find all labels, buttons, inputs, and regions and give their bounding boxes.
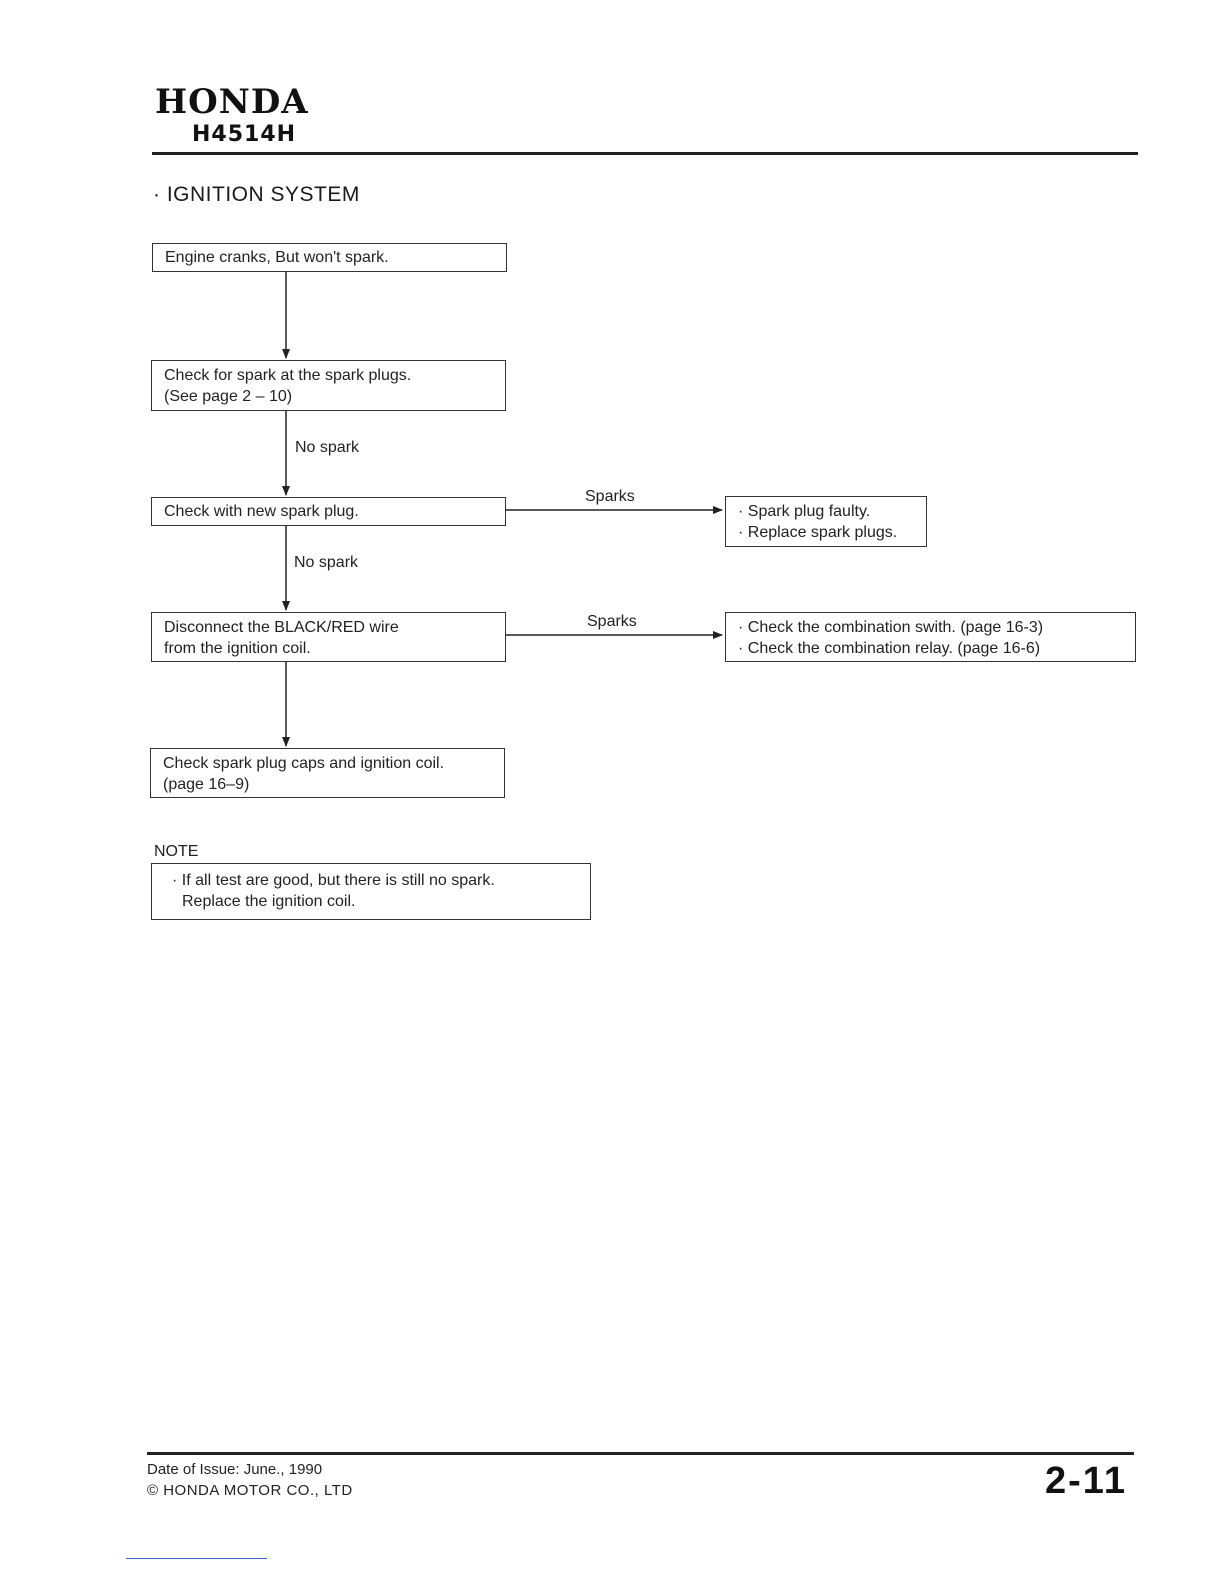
flow-box-start — [152, 243, 507, 272]
flow-text: Check spark plug caps and ignition coil. — [163, 755, 445, 772]
note-text: · If all test are good, but there is still no spark. — [172, 872, 495, 889]
flow-text: · Check the combination swith. (page 16-3) — [738, 619, 1044, 636]
flow-text: · Replace spark plugs. — [738, 524, 898, 541]
flow-text: Check for spark at the spark plugs. — [164, 367, 412, 384]
flow-text: · Spark plug faulty. — [738, 503, 871, 520]
note-box — [151, 863, 591, 920]
note-text: Replace the ignition coil. — [182, 893, 356, 910]
edge-label-sparks: Sparks — [587, 613, 637, 630]
flow-text: Disconnect the BLACK/RED wire — [164, 619, 399, 636]
page-number: 2-11 — [1045, 1460, 1127, 1502]
note-title: NOTE — [154, 843, 199, 860]
scan-artifact-line — [126, 1558, 267, 1559]
flow-box-disconnect-wire — [151, 612, 506, 662]
flow-box-new-plug — [151, 497, 506, 526]
edge-label-no-spark: No spark — [295, 439, 360, 456]
flow-text: Check with new spark plug. — [164, 503, 359, 520]
flow-text: (page 16–9) — [163, 776, 250, 793]
issue-date: Date of Issue: June., 1990 — [147, 1461, 323, 1478]
model-number: H4514H — [192, 122, 297, 147]
section-title: · IGNITION SYSTEM — [153, 183, 360, 206]
flow-box-plug-faulty — [725, 496, 927, 547]
edge-label-no-spark: No spark — [294, 554, 359, 571]
brand-logo: HONDA — [155, 82, 309, 122]
edge-label-sparks: Sparks — [585, 488, 635, 505]
flow-text: (See page 2 – 10) — [164, 388, 293, 405]
flow-box-combination-switch — [725, 612, 1136, 662]
flow-text: from the ignition coil. — [164, 640, 311, 657]
flow-box-check-spark — [151, 360, 506, 411]
flow-text: · Check the combination relay. (page 16-6) — [738, 640, 1041, 657]
footer-rule — [147, 1452, 1134, 1455]
flow-box-check-caps-coil — [150, 748, 505, 798]
copyright: © HONDA MOTOR CO., LTD — [147, 1482, 353, 1499]
flow-text: Engine cranks, But won't spark. — [165, 249, 389, 266]
